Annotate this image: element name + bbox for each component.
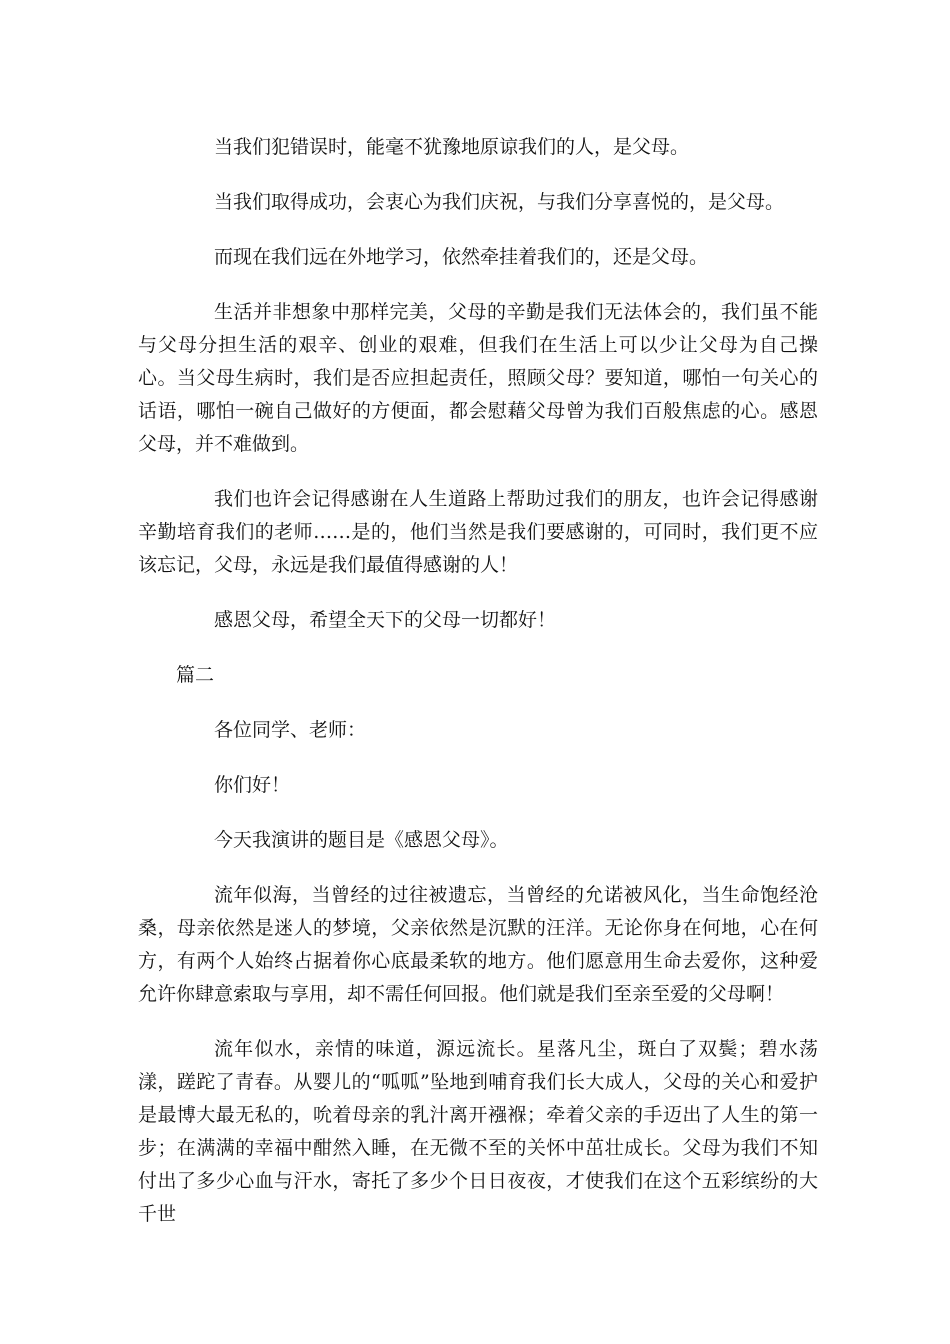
paragraph: 而现在我们远在外地学习，依然牵挂着我们的，还是父母。 (214, 246, 709, 268)
paragraph: 流年似水，亲情的味道，源远流长。星落凡尘，斑白了双鬓；碧水荡漾，蹉跎了青春。从婴儿的“呱呱”坠地到哺育我们长大成人，父母的关心和爱护是最博大最无私的，吮着母亲的乳汁离开襁褓；牵着父亲的手迈出了人生的第一步；在满满的幸福中酣然入睡，在无微不至的关怀中茁壮成长。父母为我们不知付出了多少心血与汗水，寄托了多少个日日夜夜，才使我们在这个五彩缤纷的大千世 (138, 1038, 818, 1225)
paragraph: 当我们取得成功，会衷心为我们庆祝，与我们分享喜悦的，是父母。 (214, 191, 785, 213)
section-heading: 篇二 (176, 664, 215, 686)
paragraph: 当我们犯错误时，能毫不犹豫地原谅我们的人，是父母。 (214, 136, 690, 158)
paragraph: 我们也许会记得感谢在人生道路上帮助过我们的朋友，也许会记得感谢辛勤培育我们的老师……是的，他们当然是我们要感谢的，可同时，我们更不应该忘记，父母，永远是我们最值得感谢的人！ (138, 488, 818, 576)
document-body (138, 131, 818, 1253)
speech-title-line: 今天我演讲的题目是《感恩父母》。 (214, 829, 509, 851)
paragraph: 流年似海，当曾经的过往被遗忘，当曾经的允诺被风化，当生命饱经沧桑，母亲依然是迷人的梦境，父亲依然是沉默的汪洋。无论你身在何地，心在何方，有两个人始终占据着你心底最柔软的地方。他们愿意用生命去爱你，这种爱允许你肆意索取与享用，却不需任何回报。他们就是我们至亲至爱的父母啊！ (138, 884, 818, 1005)
greeting: 你们好！ (214, 774, 291, 796)
paragraph: 生活并非想象中那样完美，父母的辛勤是我们无法体会的，我们虽不能与父母分担生活的艰辛、创业的艰难，但我们在生活上可以少让父母为自己操心。当父母生病时，我们是否应担起责任，照顾父母？要知道，哪怕一句关心的话语，哪怕一碗自己做好的方便面，都会慰藉父母曾为我们百般焦虑的心。感恩父母，并不难做到。 (138, 301, 818, 455)
paragraph: 感恩父母，希望全天下的父母一切都好！ (214, 609, 557, 631)
salutation: 各位同学、老师： (214, 719, 367, 741)
